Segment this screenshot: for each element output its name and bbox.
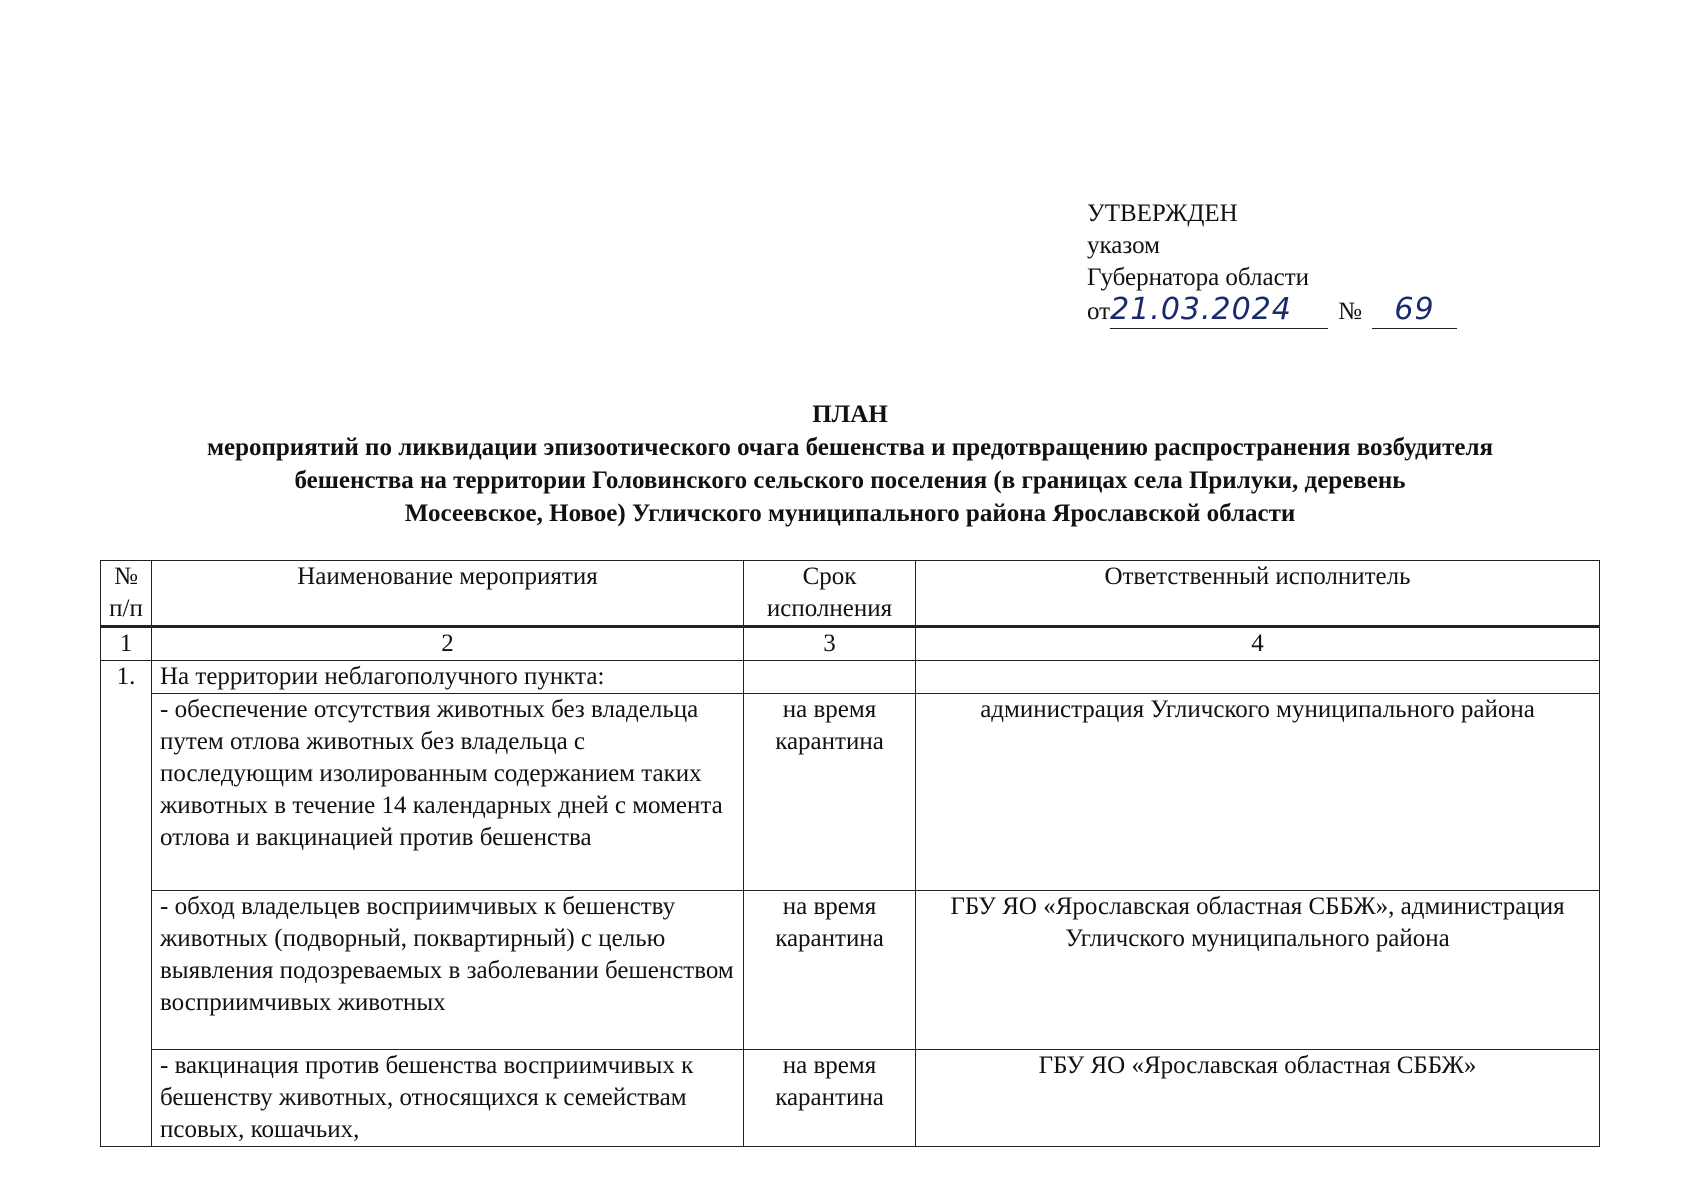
column-number: 4 (916, 627, 1600, 661)
column-number: 1 (101, 627, 152, 661)
approval-date-line (1087, 294, 1457, 329)
table-header-row (101, 561, 1600, 627)
table-row (101, 694, 1600, 891)
term-cell: на время карантина (744, 1050, 916, 1147)
header-measure: Наименование мероприятия (152, 561, 744, 627)
measure-cell: - обход владельцев восприимчивых к бешенству животных (подворный, поквартирный) с целью выявления подозреваемых в заболевании бешенством восприимчивых животных (152, 891, 744, 1050)
table-row (101, 1050, 1600, 1147)
plan-table (100, 560, 1600, 1147)
approval-line-governor: Губернатора области (1087, 264, 1309, 291)
date-field (1110, 294, 1328, 329)
date-prefix: от (1087, 298, 1111, 325)
header-number: № п/п (101, 561, 152, 627)
handwritten-number: 69 (1394, 292, 1435, 327)
handwritten-date: 21.03.2024 (1110, 292, 1292, 327)
table-row (101, 891, 1600, 1050)
measure-cell: - обеспечение отсутствия животных без владельца путем отлова животных без владельца с последующим изолированным содержанием таких животных в течение 14 календарных дней с момента отлова и вакцинацией против бешенства (152, 694, 744, 891)
title-line-2: бешенства на территории Головинского сельского поселения (в границах села Прилуки, деревень (294, 467, 1406, 494)
title-line-1: мероприятий по ликвидации эпизоотического очага бешенства и предотвращению распространения возбудителя (206, 434, 1494, 461)
approval-stamp (1087, 198, 1457, 329)
section-row (101, 661, 1600, 694)
column-number: 3 (744, 627, 916, 661)
title-line-3: Мосеевское, Новое) Угличского муниципального района Ярославской области (404, 500, 1296, 527)
responsible-cell: ГБУ ЯО «Ярославская областная СББЖ» (916, 1050, 1600, 1147)
column-number: 2 (152, 627, 744, 661)
empty-cell (916, 661, 1600, 694)
approval-status: УТВЕРЖДЕН (1087, 200, 1238, 227)
title-heading: ПЛАН (812, 401, 888, 428)
document-title (60, 398, 1640, 530)
section-title: На территории неблагополучного пункта: (152, 661, 744, 694)
approval-line-decree: указом (1087, 232, 1160, 259)
column-number-row (101, 627, 1600, 661)
term-cell: на время карантина (744, 891, 916, 1050)
header-term: Срок исполнения (744, 561, 916, 627)
header-responsible: Ответственный исполнитель (916, 561, 1600, 627)
empty-cell (744, 661, 916, 694)
term-cell: на время карантина (744, 694, 916, 891)
section-number: 1. (101, 661, 152, 1147)
number-sign: № (1338, 298, 1362, 325)
number-field (1372, 294, 1457, 329)
responsible-cell: ГБУ ЯО «Ярославская областная СББЖ», администрация Угличского муниципального района (916, 891, 1600, 1050)
responsible-cell: администрация Угличского муниципального района (916, 694, 1600, 891)
measure-cell: - вакцинация против бешенства восприимчивых к бешенству животных, относящихся к семействам псовых, кошачьих, (152, 1050, 744, 1147)
